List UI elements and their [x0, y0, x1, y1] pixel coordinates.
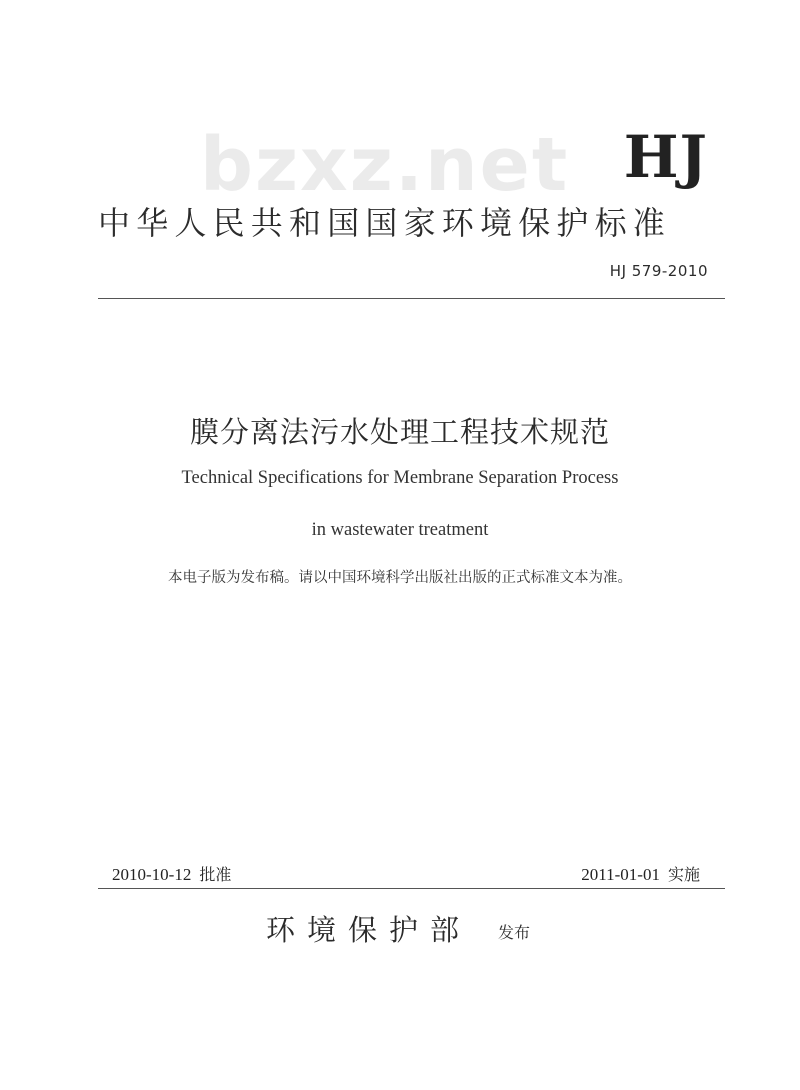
approval-date: 2010-10-12	[112, 865, 192, 884]
national-standard-title: 中华人民共和国国家环境保护标准	[98, 204, 672, 242]
bottom-divider	[98, 888, 725, 889]
implementation-label: 实施	[667, 865, 700, 884]
document-title-english-line2: in wastewater treatment	[311, 520, 489, 540]
approval-label: 批准	[199, 865, 232, 884]
watermark: bzxz.net	[200, 122, 570, 208]
publish-label: 发布	[498, 923, 531, 942]
document-title-chinese: 膜分离法污水处理工程技术规范	[189, 415, 610, 449]
approval-info	[112, 862, 231, 885]
standard-number: HJ 579-2010	[609, 262, 708, 280]
edition-note: 本电子版为发布稿。请以中国环境科学出版社出版的正式标准文本为准。	[168, 570, 632, 586]
hj-logo: HJ	[623, 123, 708, 191]
publisher-name: 环境保护部	[266, 913, 472, 947]
implementation-date: 2011-01-01	[581, 865, 660, 884]
implementation-info	[581, 862, 700, 885]
document-title-english-line1: Technical Specifications for Membrane Separation Process	[181, 468, 619, 488]
top-divider	[98, 298, 725, 299]
